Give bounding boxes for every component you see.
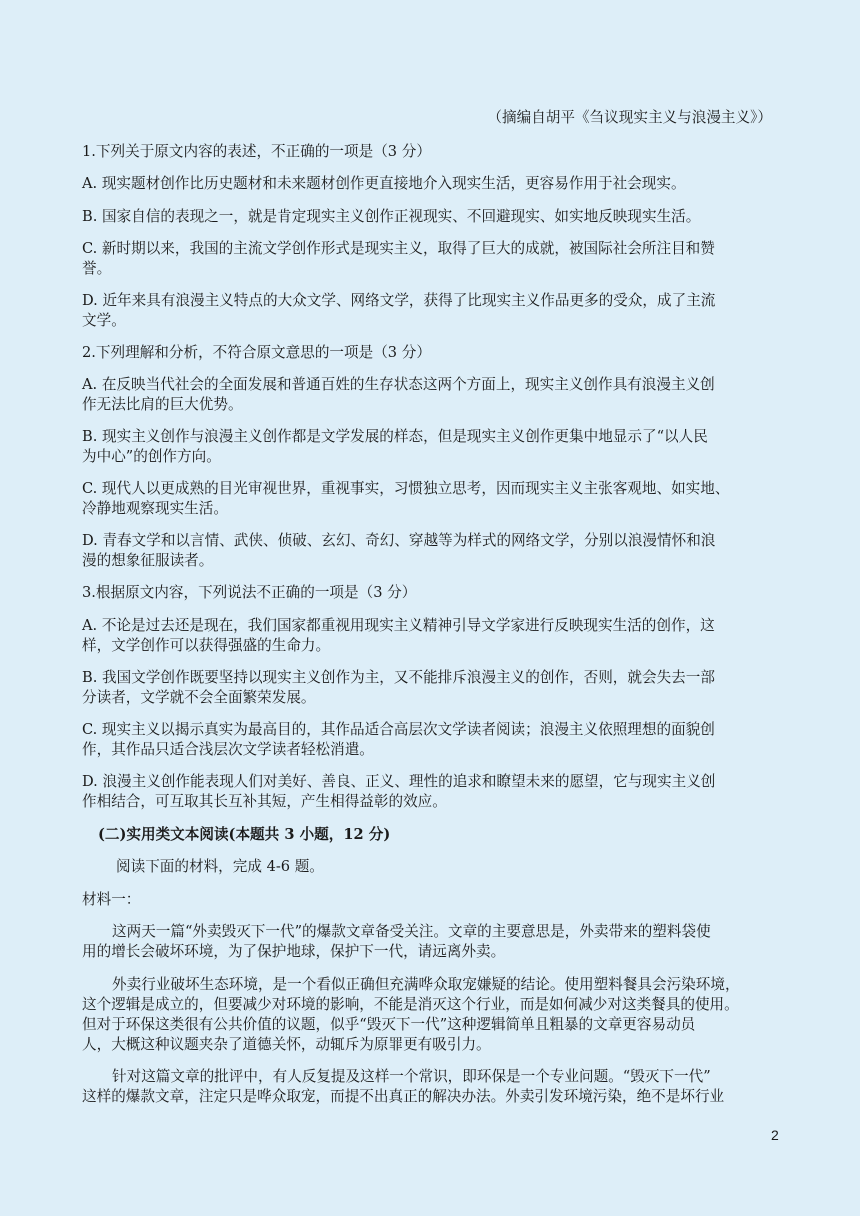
page-number: 2 [771, 1127, 779, 1143]
paragraph-2-line-4: 人，大概这种议题夹杂了道德关怀，动辄斥为原罪更有吸引力。 [82, 1036, 491, 1053]
q2-option-a-cont: 作无法比肩的巨大优势。 [82, 396, 243, 413]
q2-option-c: C. 现代人以更成熟的目光审视世界，重视事实，习惯独立思考，因而现实主义主张客观地、如实地、 [82, 480, 730, 497]
q2-option-c-cont: 冷静地观察现实生活。 [82, 500, 228, 517]
paragraph-2-line-1: 外卖行业破坏生态环境，是一个看似正确但充满哗众取宠嫌疑的结论。使用塑料餐具会污染环境， [112, 976, 740, 993]
q1-option-b: B. 国家自信的表现之一，就是肯定现实主义创作正视现实、不回避现实、如实地反映现实生活。 [82, 208, 701, 225]
q3-option-b: B. 我国文学创作既要坚持以现实主义创作为主，又不能排斥浪漫主义的创作，否则，就会失去一部 [82, 669, 715, 686]
paragraph-3-line-1: 针对这篇文章的批评中，有人反复提及这样一个常识，即环保是一个专业问题。“毁灭下一代” [112, 1068, 711, 1085]
q2-option-a: A. 在反映当代社会的全面发展和普通百姓的生存状态这两个方面上，现实主义创作具有浪漫主义创 [82, 376, 715, 393]
q3-option-d: D. 浪漫主义创作能表现人们对美好、善良、正义、理性的追求和瞭望未来的愿望，它与现实主义创 [82, 773, 716, 790]
q1-option-d-cont: 文学。 [82, 312, 126, 329]
paragraph-3-line-2: 这样的爆款文章，注定只是哗众取宠，而提不出真正的解决办法。外卖引发环境污染，绝不是坏行业 [82, 1088, 725, 1105]
question-3-stem: 3.根据原文内容，下列说法不正确的一项是（3 分） [82, 584, 417, 601]
q3-option-a: A. 不论是过去还是现在，我们国家都重视用现实主义精神引导文学家进行反映现实生活的创作，这 [82, 617, 715, 634]
q1-option-d: D. 近年来具有浪漫主义特点的大众文学、网络文学，获得了比现实主义作品更多的受众，成了主流 [82, 292, 716, 309]
paragraph-1-line-1: 这两天一篇“外卖毁灭下一代”的爆款文章备受关注。文章的主要意思是，外卖带来的塑料袋使 [112, 923, 711, 940]
q2-option-b-cont: 为中心”的创作方向。 [82, 448, 221, 465]
q1-option-a: A. 现实题材创作比历史题材和未来题材创作更直接地介入现实生活，更容易作用于社会现实。 [82, 175, 686, 192]
section-heading: (二)实用类文本阅读(本题共 3 小题，12 分) [98, 826, 391, 843]
question-2-stem: 2.下列理解和分析，不符合原文意思的一项是（3 分） [82, 344, 431, 361]
q2-option-b: B. 现实主义创作与浪漫主义创作都是文学发展的样态，但是现实主义创作更集中地显示了“以人民 [82, 428, 708, 445]
q3-option-a-cont: 样，文学创作可以获得强盛的生命力。 [82, 637, 331, 654]
q2-option-d: D. 青春文学和以言情、武侠、侦破、玄幻、奇幻、穿越等为样式的网络文学，分别以浪漫情怀和浪 [82, 532, 716, 549]
q3-option-c-cont: 作，其作品只适合浅层次文学读者轻松消遣。 [82, 741, 374, 758]
source-citation: （摘编自胡平《刍议现实主义与浪漫主义》） [487, 109, 772, 126]
paragraph-1-line-2: 用的增长会破坏环境，为了保护地球，保护下一代，请远离外卖。 [82, 943, 506, 960]
q1-option-c: C. 新时期以来，我国的主流文学创作形式是现实主义，取得了巨大的成就，被国际社会所注目和赞 [82, 240, 715, 257]
paragraph-2-line-2: 这个逻辑是成立的，但要减少对环境的影响，不能是消灭这个行业，而是如何减少对这类餐具的使用。 [82, 996, 739, 1013]
paragraph-2-line-3: 但对于环保这类很有公共价值的议题，似乎“毁灭下一代”这种逻辑简单且粗暴的文章更容易动员 [82, 1016, 696, 1033]
q3-option-c: C. 现实主义以揭示真实为最高目的，其作品适合高层次文学读者阅读；浪漫主义依照理想的面貌创 [82, 721, 715, 738]
question-1-stem: 1.下列关于原文内容的表述，不正确的一项是（3 分） [82, 143, 431, 160]
q1-option-c-cont: 誉。 [82, 260, 112, 277]
q3-option-b-cont: 分读者，文学就不会全面繁荣发展。 [82, 689, 316, 706]
material-label: 材料一： [82, 891, 141, 908]
section-instruction: 阅读下面的材料，完成 4-6 题。 [116, 858, 324, 875]
q3-option-d-cont: 作相结合，可互取其长互补其短，产生相得益彰的效应。 [82, 793, 447, 810]
q2-option-d-cont: 漫的想象征服读者。 [82, 552, 214, 569]
